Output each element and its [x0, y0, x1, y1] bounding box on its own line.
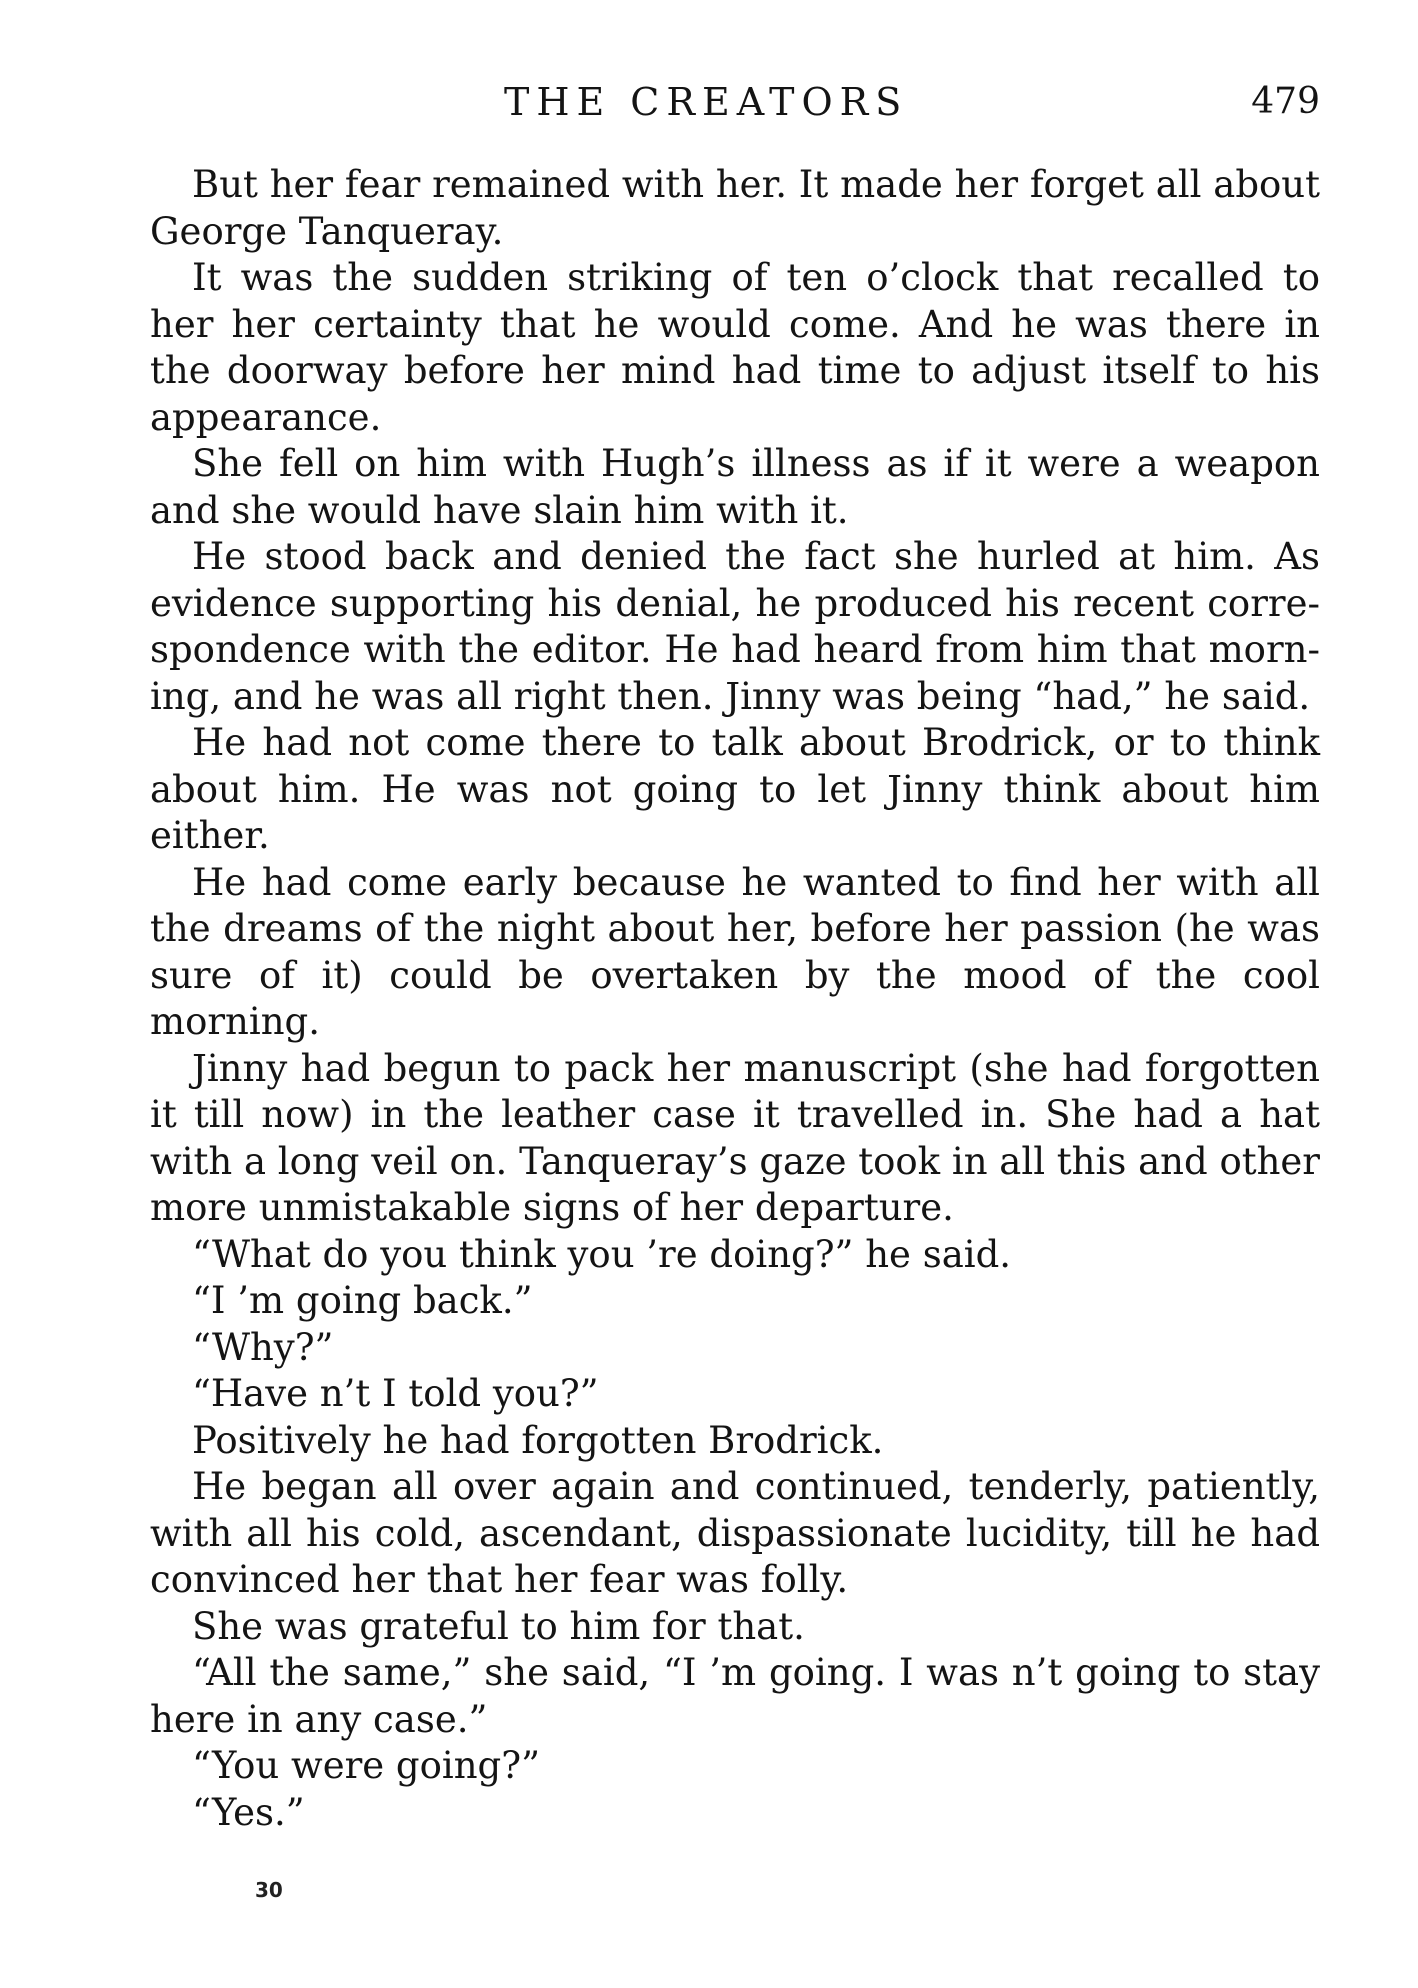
paragraph: “All the same,” she said, “I ’m going. I was n’t going to stay here in any case.” — [150, 1651, 1320, 1741]
body-text — [150, 162, 1320, 1836]
paragraph: He had come early because he wanted to find her with all the dreams of the night about her, before her passion (he was sure of it) could be overtaken by the mood of the cool morning. — [150, 860, 1320, 1043]
paragraph: “What do you think you ’re doing?” he said. — [192, 1232, 1012, 1276]
paragraph: He stood back and denied the fact she hurled at him. As evidence supporting his denial, he produced his recent correspondence with the editor. He had heard from him that morning, and he was all right then. Jinny was being “had,” he said. — [150, 535, 1320, 718]
paragraph: “Why?” — [192, 1325, 334, 1369]
paragraph: “I ’m going back.” — [192, 1279, 533, 1322]
page-number: 479 — [1251, 81, 1320, 122]
paragraph: Jinny had begun to pack her manuscript (she had forgotten it till now) in the leather case it travelled in. She had a hat with a long veil on. Tanqueray’s gaze took in all this and other more unmistakable signs of her departure. — [150, 1046, 1320, 1229]
paragraph: Positively he had forgotten Brodrick. — [192, 1418, 884, 1462]
running-title: THE CREATORS — [504, 80, 909, 124]
paragraph: She fell on him with Hugh’s illness as if it were a weapon and she would have slain him with it. — [150, 442, 1320, 532]
paragraph: He began all over again and continued, tenderly, patiently, with all his cold, ascendant, dispassionate lucidity, till he had convinced her that her fear was folly. — [150, 1465, 1320, 1601]
paragraph: “You were going?” — [192, 1744, 540, 1787]
paragraph: “Yes.” — [192, 1790, 305, 1834]
paragraph: It was the sudden striking of ten o’clock that recalled to her her certainty that he would come. And he was there in the doorway before her mind had time to adjust itself to his appearance. — [150, 256, 1320, 439]
paragraph: But her fear remained with her. It made her forget all about George Tanqueray. — [150, 163, 1320, 253]
paragraph: “Have n’t I told you?” — [192, 1372, 599, 1415]
paragraph: He had not come there to talk about Brodrick, or to think about him. He was not going to let Jinny think about him either. — [150, 721, 1320, 857]
paragraph: She was grateful to him for that. — [192, 1604, 805, 1648]
page-header — [150, 78, 1320, 138]
printer-signature-mark: 30 — [255, 1878, 283, 1902]
